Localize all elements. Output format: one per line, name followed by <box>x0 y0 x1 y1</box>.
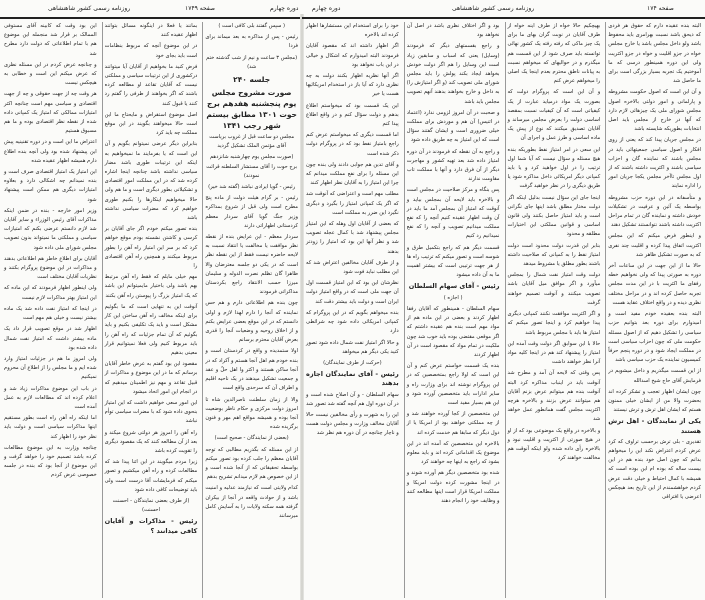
article-paragraph: و بالاخره در واقع یک موضوعی بود که از او در هیچ صورتی از اکثریت و اقلیت نبود و بالاخره رأی داده شده ولو اینکه آنوقت هم مخالفت خواهند کرد <box>507 427 601 462</box>
right-newspaper-page <box>302 0 705 600</box>
article-paragraph: این بود وقت که کابینه آقای مستوفی الممالک بر قرار شد منجمله این موضوع هم با تمام اطلاعاتی که دولت دارد مطرح شد <box>3 23 97 57</box>
article-paragraph: اعتراض ما این است و در دوره تقنینیه پیش این پیشنهاد شده بود ولی آنچه بنده اطلاع دارم همیشه اظهار عقیده شده <box>3 139 97 164</box>
article-paragraph: و آقای تدین هم جوابی دادند ولی بنده چون این مسئله را برای نفع مملکت میدانم که چرا این امتیاز را به آقایان نظر اظهار کنند <box>306 161 399 187</box>
left-header-page-number: صفحه ۱۷۴۹ <box>185 5 216 12</box>
article-paragraph: و آن این است که پروگرام دولت که بصورت یک مواد درمیاید عبارت از یک کیفیاتی است که آن کیفیات نسبت بمقصد اساسی دولت را بعرض مجلس میرساند و آقایان تصدیق میکنند که نوع از پیش یک ماده اساسی و طرز عمل و اجرای آن <box>507 89 601 142</box>
article-paragraph: رئیس - گویا ایرادی نباشد (گفته شد خیر) <box>208 184 296 191</box>
article-paragraph: از این مسئله که بگذریم مطالبی که توجه آقایان معظم را جلب کرده بود تصور میکنم بواسطه تحقیقاتی که از آنجا شده است و از این خصوص هم لازم میدانم تشریح بدهم <box>205 446 298 481</box>
article-paragraph: آقایان برای اطلاع خاطر هم اطلاعاتی بدهند و مذاکرات در این موضوع پروگرام بکنند و نظریات آقایان مختلف است <box>3 255 97 281</box>
article-paragraph: این یک قسمت بود که میخواستم اطلاع بدهم و دولت سؤال کنم و در واقع اطلاع پیدا کنم <box>306 102 399 128</box>
article-paragraph: حالا با این سوابق اگر دولت وقت آمده این امتیاز را پیشنهاد کند هم در اینجا کلیه مواد آنرا نظر خواهند داشت <box>507 340 601 366</box>
article-paragraph: و حالا اگر امتیاز نفت شمال داده شود تصور کنید یکی دیگر هم میخواهد <box>305 339 399 355</box>
article-paragraph: رئیس - مذاکرات و آقایان کافی میدانند ؟ <box>104 517 198 535</box>
article-paragraph: رئیس - آقای سهام السلطان <box>408 282 500 291</box>
article-paragraph: تقدیری - بلی ترش برحسب تراوف که کرد عرض کردم اعتراض نکند این را میخواهم بدانم که چون اصل خود بنده هم در این بیست ساله که بوده ام این بوده است که همیشه با کمال احتیاط و خیلی دقت عرض کردم خواهشمندم از این تاریخ بعد هیچکس اعرضی یا افتراقی <box>608 438 701 500</box>
section-heading: صورت مشروح مجلس یوم پنجشنبه هفدهم برج حوت ۱۳۰۱ مطابق بیستم شهر رجب ۱۳۴۱ <box>206 88 297 131</box>
article-paragraph: بنده میخواهم بگویم که در این پروگرام که کمپانی امریکائی داده شود چه شرائطی دارد <box>306 309 399 335</box>
article-paragraph: ولی اینطور اظهار فرمودند که این ماده که این امتیاز بهتر مذاکرات لازم نیست <box>3 285 97 301</box>
article-paragraph: و راجع به آن نقطه که فرمودند در آن دوره امتیاز داده شد بعد تهیه کشور و مهاجرت دیگر از آن فرق دارد و آنها با مملکت تاب مقاومت ندارند <box>406 148 500 183</box>
article-paragraph: حالا ما از این جهت در این ساعات آخر دوره به صورتی پیدا که ولی نخواهیم خطه رفقای ما اکثریت با در این مدت مجلس تجربه حاصل کرده اند و در مراحل مختلف نظری دیده و در واقع اختلاف عقاید هست <box>608 263 701 306</box>
article-paragraph: ( اجازه ) <box>443 294 463 301</box>
right-page-column <box>404 22 502 598</box>
article-paragraph: سردار معظم - این عرایض بنده از نقطه نظر موافقت یا مخالفت یا انتقاد نسبت به لایحه حاضره نیست فقط از این نقطه نظر است که در یکی دو جلسه معترضان والا ظاهرا گان تظلم نصرت الدوله و سلیمان میرزا حسب الانتقاد راجع بکردستان مذاکراتی فرمودند <box>205 234 298 296</box>
right-header-section: دوره چهارم <box>312 5 341 12</box>
article-paragraph: (مجلس ۳ ساعت و نیم از شب گذشته ختم شد) <box>206 54 298 70</box>
article-paragraph: مهم خیلی مایلم که فقط راه آهن مرتبط بهم باشد ولی باختیار مایمیتوانم این باشد که یک امتیاز بزرگ را پیوستن راه آهن بکنند <box>104 274 198 299</box>
article-paragraph: اگر اظهار داشته اند که مقصود آقایان فرمودند البته امیدوارم که اشکال و خیالی در این باب نخواهد بود <box>306 43 399 68</box>
article-paragraph: خود را برای استخدام این مستشارها اظهار کرده اند بالاخره <box>306 23 399 39</box>
article-paragraph: وزیر امور خارجه - بنده در ضمن اینکه مذاکرات آقای رئیس الوزراء و سایر آقایان شد لازم دانستم عرضی بکنم که امتیازات سیاسی و مملکتی ما نمیتواند بدون تصویب مجلس شورای ملی داده شود <box>3 207 97 251</box>
left-newspaper-page <box>0 0 302 600</box>
article-paragraph: اما اینکه راه آهن راه است بطور مستقیم اینها مذاکرات سیاسی است و دولت باید نظر خود را اظهار کند <box>3 415 97 440</box>
article-paragraph: و از طرف آقایان مخالفین اعتراض شد که این مطلب نباید فوت شود <box>306 259 399 276</box>
section-heading: جلسه ۲۴۰ <box>233 75 271 85</box>
article-paragraph: البته بنده بعقیده خودم مفید است و امیدوارم برای دوره بعد بتوانیم حزب سیاسی را تشکیل دهیم که از اصول مسئله حکومت ملی که چون احزاب سیاسی است در مملکت ایجاد شود و در دوره پنجم حرفاً کمیسیون نماینده یک حزب سیاسی باشد <box>608 311 701 364</box>
article-paragraph: و صحبت در آن امروز لزومی ندارد (اعتماد در اثنیس) آن هم و موردش برای مملکت خیلی ضروری است و ایشان گفتند سؤال است که این امتیاز به چه طریق داده شود <box>406 109 500 144</box>
article-paragraph: و متأسفانه در این دوره حزب مشروطه بواسطه یک آئین و عرفیت در تشکیلات خودش داشته و نماینده گان در تمام مراحل اکثریت داشته باشند نتوانستند تشکیل دهند <box>608 194 701 229</box>
right-page-column <box>505 22 603 598</box>
article-paragraph: ( سپس گفتند بلی کافی است ) <box>218 23 285 29</box>
article-paragraph: بالاخره این متخصصین که آمده اند در این موضوع یک اقداماتی کرده اند و باید معلوم بشود که راجع به اینها چه خواهند کرد <box>406 440 500 466</box>
right-page-columns <box>304 22 703 598</box>
article-paragraph: والا از زمان سلطنت ناصرالدین شاه تا امروز دولت مرکزی و حکام ناظر بوضعیت آنجا بوده و همیشه مواقع اهم مهر و فنون برگزیده شده <box>205 396 298 431</box>
article-paragraph: دولت وقت امتیاز نفت شمال را بمجلس میآورد و اگر موافق میل آقایان باشد تصویب میکنند و آنوقت تصمیم خواهند گرفت <box>507 272 601 306</box>
left-page-column <box>2 22 99 598</box>
right-header-page-number: صفحه ۱۷۴ <box>647 5 674 12</box>
article-paragraph: بهیچکیم حالا خواه از طرف اینه خواه از طرف آقایان در نوبت گران بهای ما برای یک چیز ماکی که رفته رفته یک کشور نهائی توانسته باید صرف شود از این قسمت هم میگذرم و در حوالیهای که میخواهم نسبت به پیانات ناطق محترم بعدم اینجا یک اصلی را میخواهم عرض کنم <box>507 23 601 85</box>
article-paragraph: شده بود متخصصین دیگر هم آورده شوند و در اینجا مشورت کرده دولت امریکا و مملکت امریکا قرار است اینها مطالعه کنند و وظایف خود را انجام دهند <box>406 470 500 504</box>
left-page-columns <box>2 22 300 598</box>
article-paragraph: آنوقت این به تنهایی است که ما بگوئیم برای اینکه مخالف راه آهن ساختن این کار مشکل است و باید یک تکلیفی بکنیم و باید بگوئیم که آن تمام جزئیات که راه آهن را باید مربوط کنیم ولی فعلا نمیتوانیم قرار معینی بدهیم <box>104 303 198 356</box>
article-paragraph: اما قسمت دیگری که میخواستم عرض کنم راجع بامتیاز نفط بود که در پروگرام دولت ذکر شده است <box>306 132 399 157</box>
article-paragraph: چون بنده هم اطلاعاتی دارم و هم حس نماینده که آنجا را دارم لهذا لازم و اولی دانستم که در این موقع بعضی عرایض بکنم و از اخلاق روحیه و وضعیات آنجا را قدری بعرض آقایان محترم برسانم <box>205 300 298 344</box>
article-paragraph: اینجا جای این سؤال نیست بدلیل اینکه اگر دولت مختار مطلق باشد اینها جای نگرانی است و باید امتیاز حاصل بکنند ولی قانون اساسی و قوانین مملکتی این اختیارات مطلقه و محدود <box>507 194 601 238</box>
article-paragraph: پس بنگاه و مرکز صلاحیت در مجلس است و بالاخره باید لایحه آن بمجلس بیاید و آنوقت که امتیاز آن بمجلس آمد ما باید در آن وقت اظهار عقیده کنیم آنچه را که نفع مملکت میدانیم تصویب و آنچه را که نفع نمیدانیم رد کنیم <box>406 187 500 240</box>
article-paragraph: بود و اگر اختلاف نظری باشد در اصل آن نخواهد بود <box>406 23 500 39</box>
article-paragraph: زیرا مردم میگویند در این اثنا پیدا شد که مطالعات کرده و راه آهن میکشیم و تصور میکنم که فرمایشات آقا درست است ولی باید توضیحات کافی داده شود <box>104 459 198 493</box>
article-paragraph: اصل موضوع استقراض و مایحتاج ما این است حالا میخواهند بگویند در این موقع مملکت چه باید کرد <box>104 111 198 137</box>
article-paragraph: البته بنده عقیده دارم که حقوق هر فردی که ذیحق باشد نسبت بهرامری باید محفوظ باشد ولو داخل مجلس باشد یا خارج مجلس خواه در جزو اقلیت و خواه در جزو اکثریت ولی این دوره همینطور درسی که ما آموختیم یک تجربه بسیار بزرگی است برای ما حاصل شد <box>608 23 701 85</box>
article-paragraph: این متخصصین از کجا آورده خواهند شد و از چه مملکتی خواهند بود از امریکا یا از دول دیگر که سابقا هم خدمت کرده اند <box>406 411 500 436</box>
article-paragraph: بنده تصور میکنم خودم اگر جای آقایان بر کرسی و کاشتن نشسته بودم موقع خواهم کرد که بر سر این امتیاز راه آهن را بطور مربوط میکنند و همچنین راه آهن اقتصادی را <box>104 226 198 270</box>
article-paragraph: و اینطور فرض میکنم که این مجلس اکثریت اتفاق پیدا کرده و اقلیت چند نفری که به صورت تشکیل ظاهر شد <box>608 233 701 258</box>
article-paragraph: ولی امروز ما هم در جزئیات امتیاز وارد شده ایم و ما مجلس را از اطلاع آن محروم نمیکنیم <box>3 355 97 381</box>
article-paragraph: در اینجا که امتیاز نفت داده شد یک ماده بیشتر نیست و خیلی هم مهم است <box>3 305 97 322</box>
article-paragraph: بنده یک قسمت خواستم عرض کنم و آن این است که اولا راجع بمتخصصین که در این پروگرام نوشته اند برای وزارت راه و سایر ادارات باید متخصصین آورده شود و این هم بسیار مفید است <box>406 363 500 406</box>
article-paragraph: این امور سعی خواهیم داشت که این امتیاز بنحوی داده شود که با مضرات سیاسی توأم نباشد <box>104 399 198 425</box>
article-paragraph: مقصود این بود گفتم به عرض خاطر آقایان برسانم که ما در این موضوع و مذاکرات از قبیل تقاعد و مهم نیز اطمینان میدهیم که در انجام این امور اتحاد میشود <box>104 361 198 395</box>
article-paragraph: مجلس دو ساعت قبل از غروب بریاست آقای مؤتمن الملک تشکیل گردید <box>209 134 295 150</box>
article-paragraph: در باب این موضوع مذاکرات زیاد شد و اعلام کرده اند که مطالعات لازم به عمل آمده است <box>3 385 97 410</box>
article-paragraph: این سعی در امر امتیاز نفط بطوریکه بنده هیچ مسئله و سؤال نیست که آیا شما اول ترتیب را در اول خواهید کرد و یا باید کمپانی دیگر امریکائی داخل مذاکره شود یا طریق دیگری را در نظر خواهید گرفت <box>507 146 601 190</box>
article-paragraph: که بعضی از آقایان اول وهله که این امتیاز مجلس پیشنهاد شد با کمال عجله تصویب شد و نظر آنها این بود که امتیاز را زودتر بدهند <box>306 221 399 255</box>
right-page-column <box>605 22 703 598</box>
left-header-section: دوره چهارم <box>270 5 299 12</box>
article-paragraph: بمانند یا فعلا در اینگونه مسائل بتوانند اظهار عقیده کنند <box>104 23 198 39</box>
article-paragraph: بنابر این قدرت دولت محدود است دولت امتیاز نفط را به کمپانی که صلاحیت داشته باشند بطور مطلق یا مشروط میدهد <box>507 242 601 268</box>
article-paragraph: اگر آنها نظریه اظهار بکنند دولت به چه نظری دارد که آیا باز در استخدام امریکائیها هست یا خیر <box>306 73 399 98</box>
right-page-column <box>304 22 401 598</box>
article-paragraph: رئیس - آقای نمایندگان اجازه بدهند <box>306 370 399 388</box>
article-paragraph: در این موضوع آنچه که مربوط بنظامات است باید بجای خود <box>104 43 198 59</box>
article-paragraph: مطلب مهم است و اعتراضی که آنوقت شد که اگر یک کمپانی امتیاز را بگیرد و دیگری نگیرد این ضرر به مملکت است <box>306 191 399 216</box>
article-paragraph: راه آهن را امروز هر دولتی شروع میکند و بعد از آن مطالعه کنند که یک مقصود دیگری را تقویت کرده باشد <box>104 429 198 454</box>
article-paragraph: در مجلس جریان پیدا کند که یعنی از روی افکار و اصول سیاسی جمعیتهائی باید در مجلس باشند که نماینده گان و احزاب سیاسی باشند و اکثریت داشته باشند که از اول مجلس تاآخر مجلس یکجا جریان امور را اداره نمایند <box>608 137 701 190</box>
article-paragraph: بنابراین دیگر عرضی نمیتوانم بگویم و آن این است که یا بفرمایند ما نمیخواهیم به اینکه این ترتیبات طوری باشد مضار سیاسی نداشته باشد چنانچه اینجا اشاره کرده شد که در این مملکت امور اقتصادی و تشکیلاتی بطور دیگری است و ما هم ولی حالا میخواهیم اینکارها را بکنیم طوری خواهیم کرد که مضرات سیاسی نداشته باشد <box>104 141 198 222</box>
article-paragraph: اولا ستمدیده و واقع در کردستان است و بنده خودم هم اهل آنجا هستم و آکراد که در آنجا ساکن هستند و اکثر وا اهل حلّ و عقد و جمعیت تشکیل میدهند در یک ناحیه اقلیم و اطراف آن که سرحدی واقع است <box>205 348 298 392</box>
left-header-title: روزنامه رسمی کشور شاهنشاهی <box>48 5 131 12</box>
article-paragraph: (از طرف بعضی نمایندگان - احسنت احسنت) <box>112 497 190 514</box>
article-paragraph: (حرکت از طرف نمایندگان) <box>323 359 382 366</box>
right-page-header <box>302 0 705 19</box>
article-paragraph: (بعضی از نمایندگان - صحیح است) <box>214 435 289 442</box>
article-paragraph: هر وقت چه از جهت حقوقی و چه از جهت اقتصادی و سیاسی مهم است چنانچه اکثر امتیازات ممالکی که امتیاز یک کمپانی داده شده از نقطه نظر اقتصادی بوده و ما هم مسبوق هستیم <box>3 91 97 135</box>
article-paragraph: فرض کنید ما بخواهیم از آقایان آیا میتوانند درکشوری از این ترتیبات سیاسی و مملکتی نیست که آقایان تقاعد او مطالعه کرده باشند که اگر بخواهند از طرفی را گفتم رد کنند یا قبول کنند <box>104 63 198 107</box>
article-paragraph: نظرشان این بود که این امتیاز قسمت اول آن جهت ملی است که در واقع امتیاز دولت ایران است و دولت باید بیشتر دقت کند <box>306 280 399 305</box>
article-paragraph: و راجع بقسمتهای دیگر که فرمودند (وسایل) یعنی که اسباب و سابقین زیاد است این وسایل را هم اگر دولت خودش بخواهد ایجاد بکند پولش را باید مجلس شورای ملی تصویب کند (و اگر امتیازش را) به داخل و خارج بخواهند بدهند آنهم تصویب مجلس باید باشد <box>406 43 500 105</box>
article-paragraph: رئیس - پس از مذاکره به بعد میماند برای فردا <box>205 34 298 50</box>
article-paragraph: (صورت مجلس یوم چهارشنبه شانزدهم برج حوت را آقای مستشار السلطنه قرائت نمودند) <box>206 154 298 179</box>
article-paragraph: این امتیاز یک امتیاز اقتصادی صرف است و بنده نمیدانم چه اشکالی دارد و بعلاوه امتیازات دیگری هم ممکن است پیشنهاد شود <box>3 169 97 203</box>
article-paragraph: قسمت دیگر هم که راجع بتکمیل طرق و شوسه است و تصور میکنم که ترتیب راه ها از هر جهت ترتیبی است که بیشتر اهمیت ما به آن داده میشود <box>406 244 500 279</box>
article-paragraph: چنانچه وزارت به این موضوع مطالعات کرده باشد تصمیم خود را خواهد گرفت و این موضوع از آنجا بود که بنده در جلسه خصوصی عرض کردم <box>3 444 97 479</box>
article-paragraph: و اگر اکثریت موافقت نکنند کمپانی دیگری پیدا خواهیم کرد و اینجا تصور میکنم که امتیاز ها باید با مجلس مربوط باشد <box>507 311 601 336</box>
left-page-column <box>202 22 300 598</box>
article-paragraph: سهام السلطان - همینطور که آقایان رفقا اظهار کردند و بعضی در این ماده هم از مواد مهم است بنده هم عقیده داشتم که اگر موقعی مقتضی بوده باید خوب شد چون ملکیت در تمام مواد که مقصود است در آن اظهار کردند <box>406 305 500 358</box>
article-paragraph: یکی از نمایندگان - اهل ترش هستند <box>608 417 701 435</box>
article-paragraph: رئیس - بر گرام هیئت دولت از ماده پنج مطرح است ولی قبل از شروع بمذاکره وزیر جنگ گویا آقای سردار معظم کردستانی اظهاراتی دارند <box>205 195 298 229</box>
article-paragraph: و چنانچه عرض کردم در این مسئله نظری که عرض میکنم این است و خطابی به هیچکس نیست <box>3 61 97 87</box>
right-header-title: روزنامه رسمی کشور شاهنشاهی <box>452 5 535 12</box>
left-page-column <box>102 22 200 598</box>
article-paragraph: اظهار شد در موقع تصویب قرار داد یک ماده بیشتر داشت که امتیاز نفت شمال داده شده بود <box>3 326 97 351</box>
article-paragraph: سهام السلطان - و آن اصلاح شده است و در آن دوره اول هم آنچه گفته شد تصور شد <box>306 391 399 407</box>
article-paragraph: و آن این است که اصول حکومت مشروطه و پارلمانی و امور دولتی بالاخره اصول مجلس شورای ملی یک چیزهائی لازم دارد که آنها در خارج از مجلس باید اصل انتخابات بطوریکه شایسته باشد <box>608 89 701 133</box>
left-page-header <box>0 0 302 19</box>
article-paragraph: از این قسمت میگذریم و داخل میشویم در فرمایش آقای حاج شیخ اسدالله <box>608 368 701 384</box>
article-paragraph: کدام ولایتی است که نیازمند عدلیه و امنیت باشد و از حوادث واقعه در آنجا از بیکران گرفته همه سکنه ولایات را به آسایش کامل میرسانند <box>205 485 298 519</box>
article-paragraph: چون ایشان اظهار تعجب و تشکر کرده اند بحضرت والا من از ایشان خیلی ممنون هستم که ایشان اهل ترش و ترش نیستند <box>608 388 701 414</box>
article-paragraph: این را به شهرت و رأی مخالفین نیست حالا آقایان مخالف وزارت و مجلس دولت هست و ناچار چنانچه در آن دوره هم نظر شد <box>306 411 399 437</box>
article-paragraph: پس وقتی که لایحه آن آمد و مطرح شد آنوقت باید در اینباب مذاکره کرد البته آنوقت بنده هم میتوانم عرض بزنم آقایان هم میتوانند عرض بزنند و بالاخره هرچه اکثریت مجلس گفت همانطور عمل خواهد شد <box>507 370 601 423</box>
